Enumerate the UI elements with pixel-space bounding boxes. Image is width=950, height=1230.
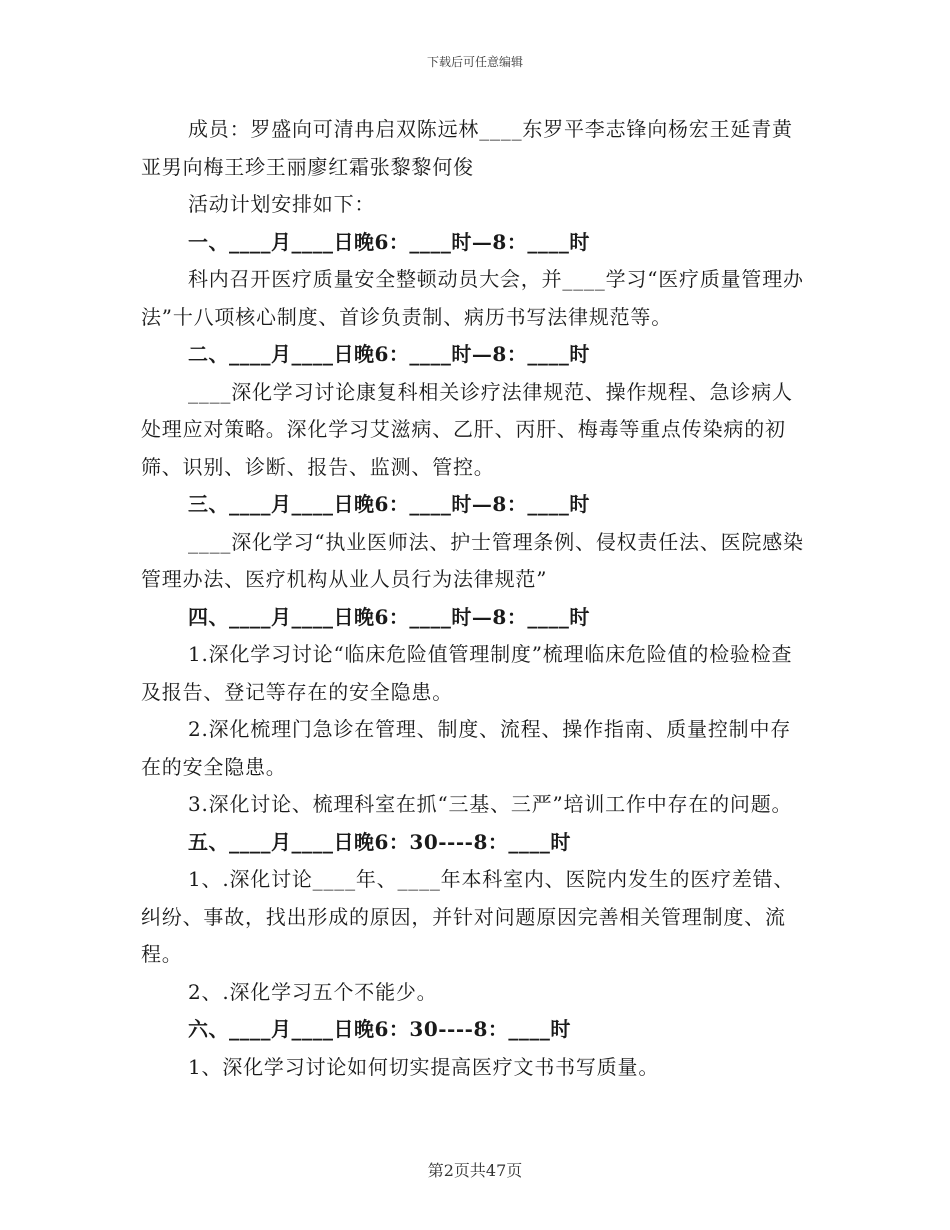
session-2-body: ____深化学习讨论康复科相关诊疗法律规范、操作规程、急诊病人处理应对策略。深化学习艾滋病、乙肝、丙肝、梅毒等重点传染病的初筛、识别、诊断、报告、监测、管控。: [141, 379, 793, 479]
session-2-heading: 二、____月____日晚6：____时—8：____时: [188, 342, 590, 366]
session-4-item-3: 3.深化讨论、梳理科室在抓“三基、三严”培训工作中存在的问题。: [188, 792, 793, 816]
session-4-heading: 四、____月____日晚6：____时—8：____时: [188, 604, 590, 629]
document-body: [141, 111, 809, 1086]
session-4-item-1: 1.深化学习讨论“临床危险值管理制度”梳理临床危险值的检验检查及报告、登记等存在的安全隐患。: [141, 642, 793, 704]
schedule-intro: 活动计划安排如下：: [188, 192, 376, 216]
page-footer: 第2页共47页: [427, 1161, 523, 1180]
session-5-item-2: 2、.深化学习五个不能少。: [188, 979, 438, 1004]
session-6-heading: 六、____月____日晚6：30----8：____时: [188, 1017, 571, 1041]
session-5-item-1: 1、.深化讨论____年、____年本科室内、医院内发生的医疗差错、纠纷、事故，找出形成的原因，并针对问题原因完善相关管理制度、流程。: [141, 867, 795, 966]
session-4-item-2: 2.深化梳理门急诊在管理、制度、流程、操作指南、质量控制中存在的安全隐患。: [141, 717, 792, 779]
session-3-heading: 三、____月____日晚6：____时—8：____时: [188, 492, 590, 516]
page-header: 下载后可任意编辑: [426, 55, 523, 69]
session-1-body: 科内召开医疗质量安全整顿动员大会，并____学习“医疗质量管理办法”十八项核心制度、首诊负责制、病历书写法律规范等。: [141, 267, 804, 329]
session-3-body: ____深化学习“执业医师法、护士管理条例、侵权责任法、医院感染管理办法、医疗机构从业人员行为法律规范”: [141, 529, 804, 591]
session-1-heading: 一、____月____日晚6：____时—8：____时: [188, 229, 590, 254]
members-paragraph: 成员：罗盛向可清冉启双陈远林____东罗平李志锋向杨宏王延青黄亚男向梅王珍王丽廖红霜张黎黎何俊: [141, 117, 793, 179]
session-6-item-1: 1、深化学习讨论如何切实提高医疗文书书写质量。: [188, 1054, 660, 1079]
session-5-heading: 五、____月____日晚6：30----8：____时: [188, 829, 571, 854]
